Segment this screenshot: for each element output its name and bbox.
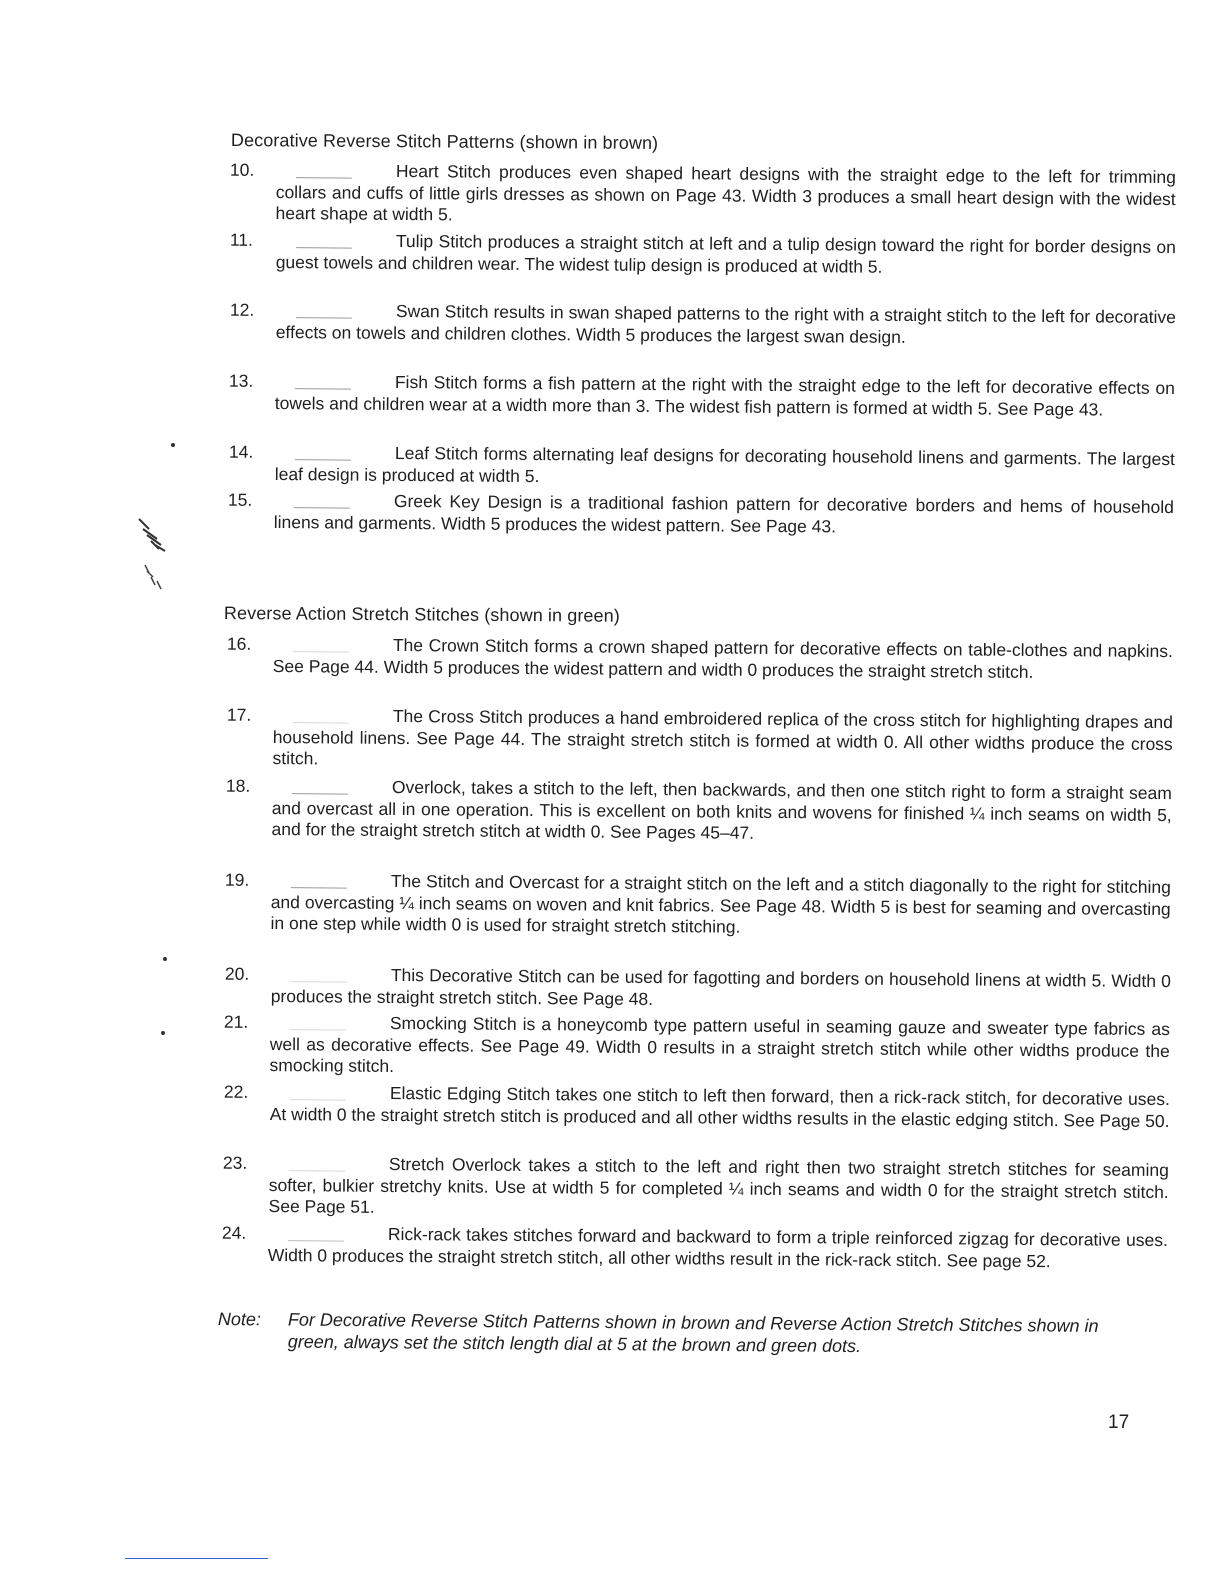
item-text: This Decorative Stitch can be used for fagotting and borders on household linens at width 5. Width 0 produces the straight stretch stitch. See Page 48. <box>270 964 1171 1009</box>
scan-dot <box>163 957 167 961</box>
list-item <box>224 869 1171 942</box>
scan-smudge-icon <box>135 515 175 595</box>
stitch-pattern-icon <box>288 1232 344 1241</box>
list-item <box>226 704 1173 777</box>
stitch-pattern-icon <box>291 879 347 888</box>
item-text: Smocking Stitch is a honeycomb type pattern useful in seaming gauze and sweater type fabrics as well as decorative effects. See Page 49. Width 0 results in a straight stretch stitch while other widths produce the smocking stitch. <box>269 1012 1170 1076</box>
item-number: 11. <box>229 229 254 250</box>
note-label: Note: <box>217 1309 262 1330</box>
note <box>218 1309 1118 1359</box>
item-text: Tulip Stitch produces a straight stitch at left and a tulip design toward the right for border designs on guest towels and children wear. The widest tulip design is produced at width 5. <box>275 230 1176 277</box>
section-heading-decorative: Decorative Reverse Stitch Patterns (shown in brown) <box>230 130 659 153</box>
stitch-pattern-icon <box>290 1091 346 1100</box>
list-item <box>221 1222 1168 1273</box>
footer-rule <box>125 1558 268 1559</box>
item-text: Swan Stitch results in swan shaped patterns to the right with a straight stitch to the left for decorative effects on towels and children clothes. Width 5 produces the largest swan design. <box>275 300 1176 347</box>
item-text: Leaf Stitch forms alternating leaf designs for decorating household linens and garments. The largest leaf design is produced at width 5. <box>274 442 1175 486</box>
list-item <box>224 963 1171 1014</box>
item-number: 12. <box>229 299 255 320</box>
stitch-pattern-icon <box>296 309 352 318</box>
item-text: Stretch Overlock takes a stitch to the left and right then two straight stretch stitches for seaming softer, bulkier stretchy knits. Use at width 5 for completed ¼ inch seams and width 0 for the straight stretch stitch. See Page 51. <box>268 1153 1169 1217</box>
item-number: 14. <box>228 441 254 462</box>
page-number: 17 <box>1108 1412 1130 1433</box>
stitch-pattern-icon <box>293 714 349 723</box>
item-number: 13. <box>228 370 254 391</box>
list-item <box>229 159 1176 232</box>
list-item <box>228 441 1175 492</box>
item-text: The Stitch and Overcast for a straight stitch on the left and a stitch diagonally to the right for stitching and overcasting ¼ inch seams on woven and knit fabrics. See Page 48. Width 5 is best for seaming and overcasting in one step while width 0 is used for straight stretch stitching. <box>270 870 1171 937</box>
item-number: 21. <box>223 1011 249 1032</box>
list-item <box>222 1152 1169 1225</box>
list-item <box>228 370 1175 421</box>
item-number: 19. <box>224 869 250 890</box>
item-text: Greek Key Design is a traditional fashion pattern for decorative borders and hems of household linens and garments. Width 5 produces the widest pattern. See Page 43. <box>273 490 1174 536</box>
stitch-pattern-icon <box>293 643 349 652</box>
stitch-pattern-icon <box>294 499 350 508</box>
item-number: 23. <box>222 1152 248 1173</box>
stitch-pattern-icon <box>290 1021 346 1030</box>
list-item <box>223 1011 1170 1084</box>
item-text: The Crown Stitch forms a crown shaped pattern for decorative effects on table-clothes and napkins. See Page 44. Width 5 produces the widest pattern and width 0 produces the straight stretch stitch. <box>272 634 1173 682</box>
stitch-pattern-icon <box>295 451 351 460</box>
item-text: Overlock, takes a stitch to the left, then backwards, and then one stitch right to form a straight seam and overcast all in one operation. This is excellent on both knits and wovens for finished ¼ inch seams on width 5, and for the straight stretch stitch at width 0. See Pages 45–47. <box>271 776 1172 843</box>
section-heading-stretch: Reverse Action Stretch Stitches (shown in green) <box>223 603 620 626</box>
list-item <box>227 489 1174 540</box>
list-item <box>223 1081 1170 1132</box>
item-text: Heart Stitch produces even shaped heart designs with the straight edge to the left for trimming collars and cuffs of little girls dresses as shown on Page 43. Width 3 produces a small heart design with the widest heart shape at width 5. <box>275 160 1176 225</box>
item-text: Fish Stitch forms a fish pattern at the right with the straight edge to the left for decorative effects on towels and children wear at a width more than 3. The widest fish pattern is formed at width 5. See Page 43. <box>274 371 1175 420</box>
item-text: The Cross Stitch produces a hand embroidered replica of the cross stitch for highlighting drapes and household linens. See Page 44. The straight stretch stitch is formed at width 0. All other widths produce the cross stitch. <box>272 705 1173 769</box>
scan-dot <box>161 1031 165 1035</box>
item-number: 18. <box>225 775 251 796</box>
item-number: 24. <box>221 1222 247 1243</box>
list-item <box>229 229 1176 280</box>
stitch-pattern-icon <box>296 239 352 248</box>
stitch-pattern-icon <box>292 785 348 794</box>
item-text: Rick-rack takes stitches forward and backward to form a triple reinforced zigzag for decorative uses. Width 0 produces the straight stretch stitch, all other widths result in the rick-rack stitch. See page 52. <box>267 1223 1168 1271</box>
item-number: 20. <box>224 963 250 984</box>
stitch-pattern-icon <box>289 1162 345 1171</box>
item-number: 22. <box>223 1081 249 1102</box>
stitch-pattern-icon <box>295 380 351 389</box>
note-text: For Decorative Reverse Stitch Patterns shown in brown and Reverse Action Stretch Stitches shown in green, always set the stitch length dial at 5 at the brown and green dots. <box>287 1309 1099 1356</box>
item-number: 16. <box>226 633 252 654</box>
stitch-pattern-icon <box>296 169 352 178</box>
item-number: 10. <box>229 159 255 180</box>
list-item <box>225 775 1172 848</box>
scan-dot <box>171 443 175 447</box>
list-item <box>229 299 1176 350</box>
item-number: 17. <box>226 704 252 725</box>
item-text: Elastic Edging Stitch takes one stitch to left then forward, then a rick-rack stitch, for decorative uses. At width 0 the straight stretch stitch is produced and all other widths results in the elastic edging stitch. See Page 50. <box>269 1082 1170 1131</box>
stitch-pattern-icon <box>291 973 347 982</box>
item-number: 15. <box>227 489 253 510</box>
list-item <box>226 633 1173 684</box>
